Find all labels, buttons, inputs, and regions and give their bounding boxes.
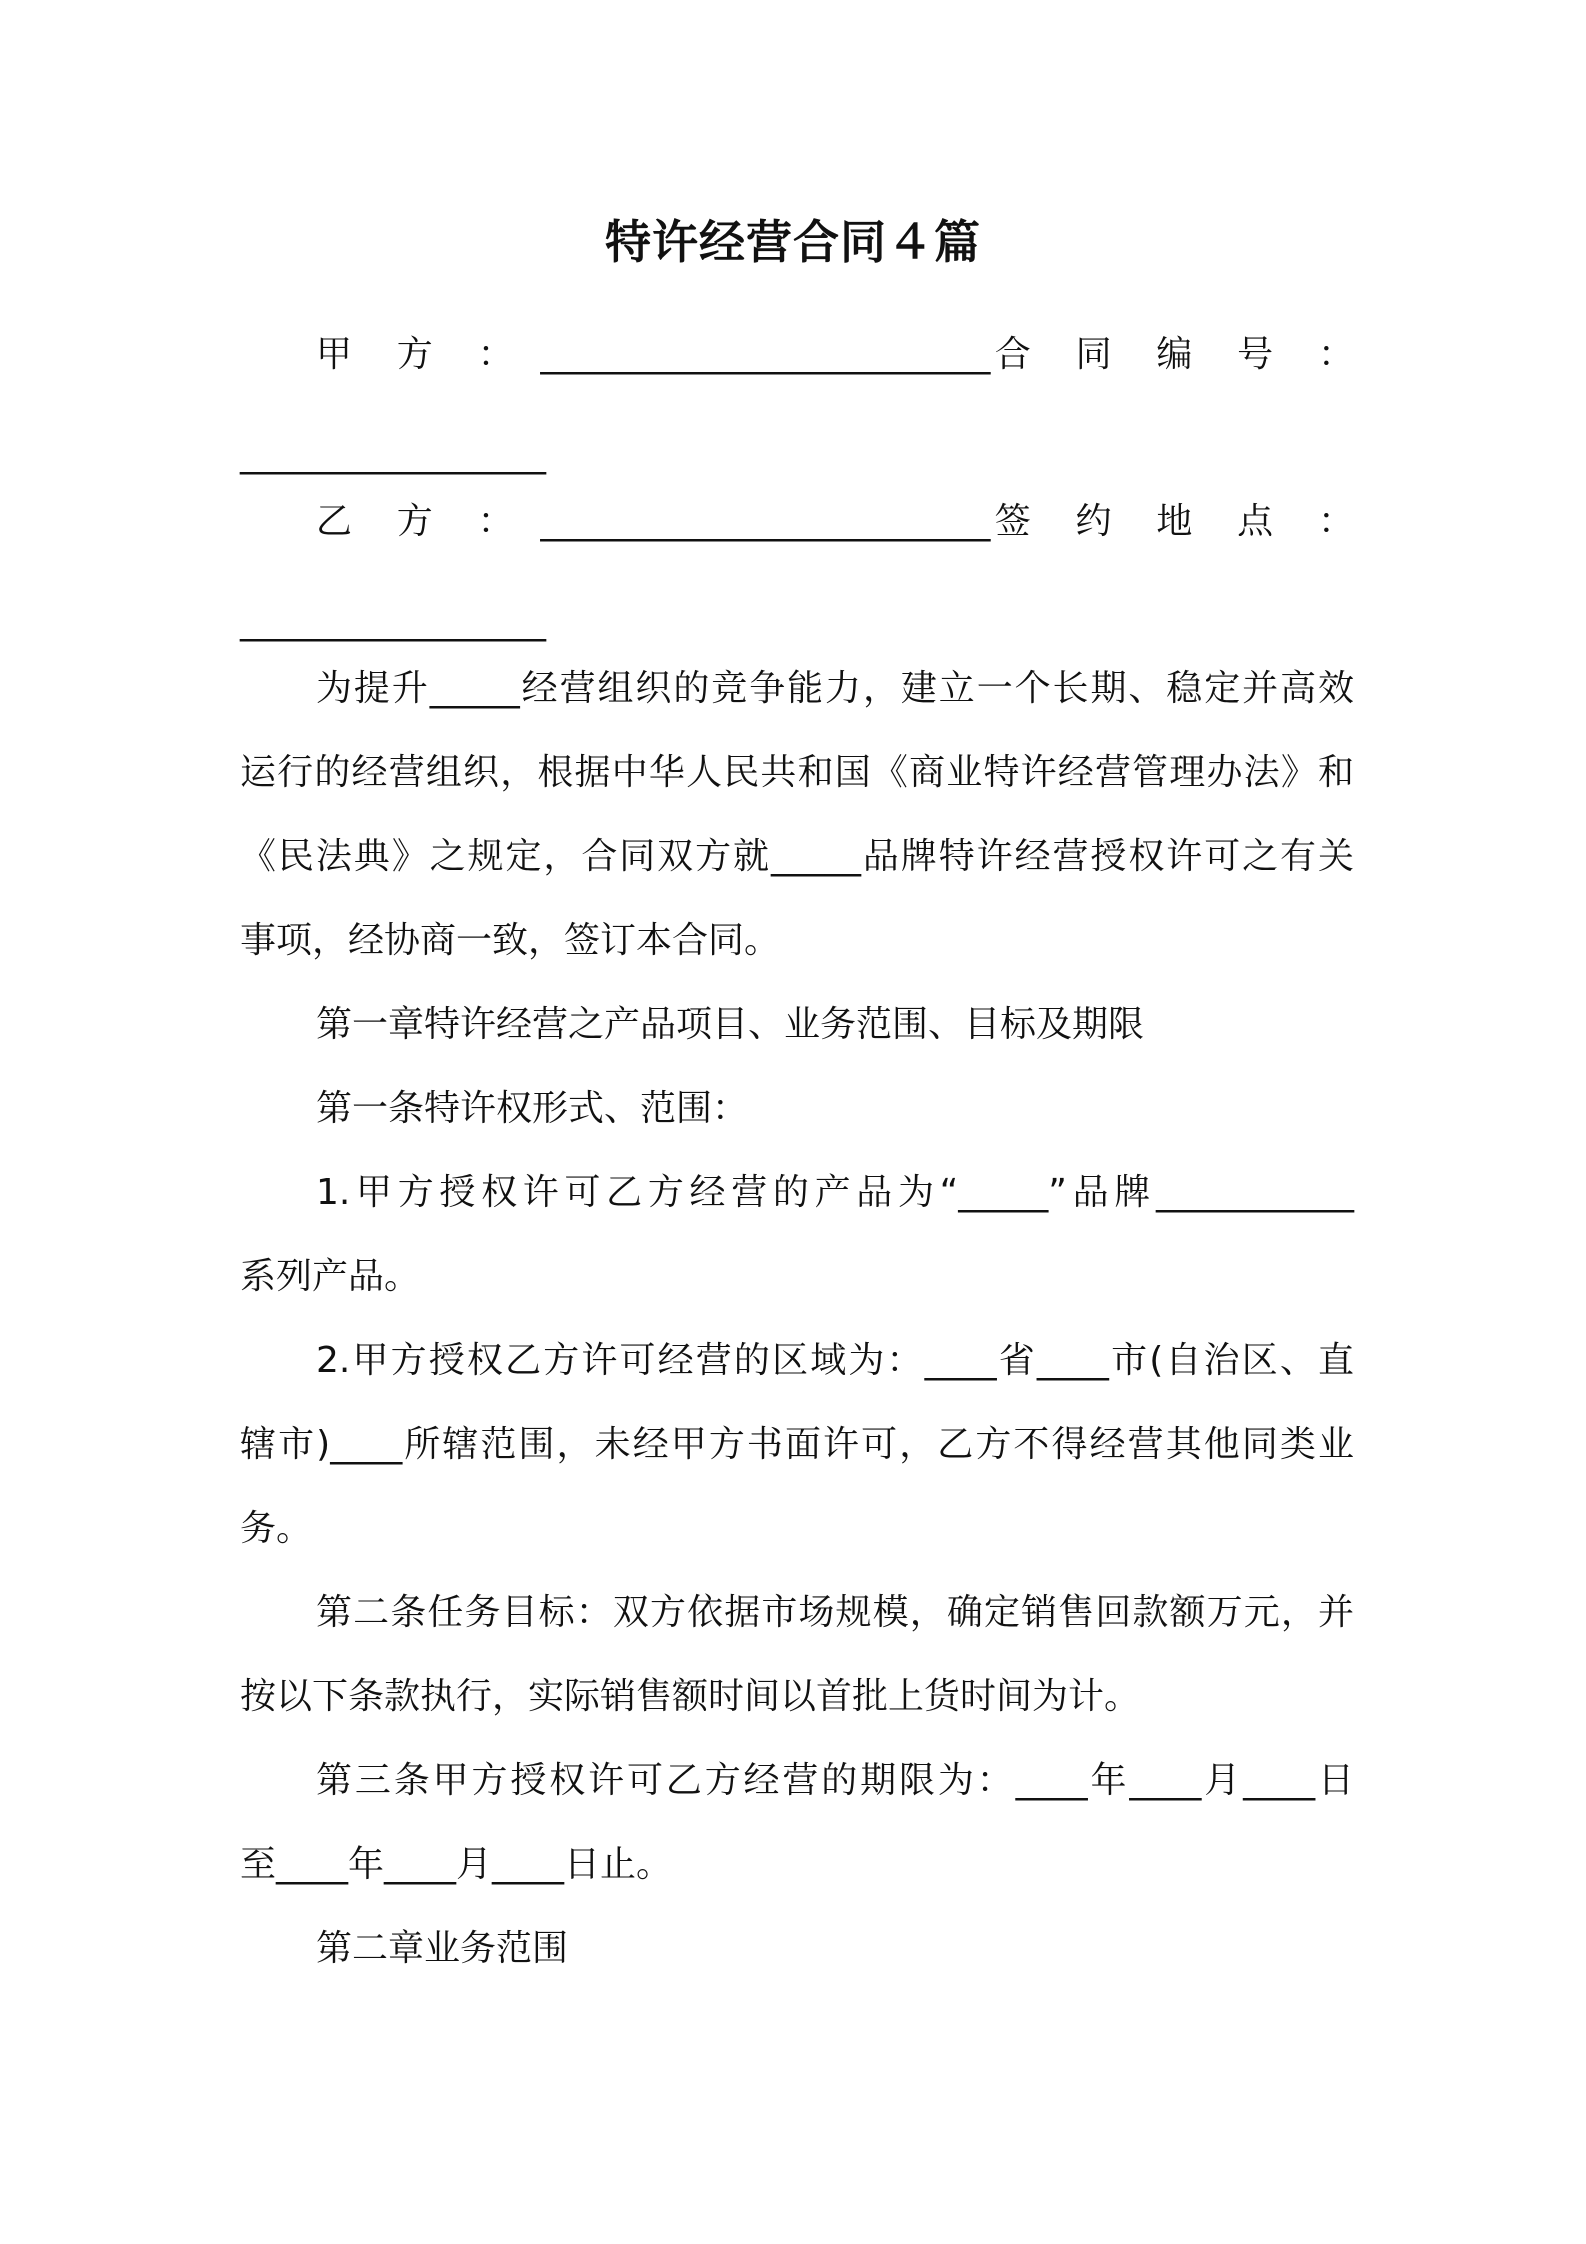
paragraph-line: 辖市)____所辖范围，未经甲方书面许可，乙方不得经营其他同类业 [240,1424,1354,1465]
contract-number-blank: _________________ [240,434,546,475]
paragraph-line: 为提升_____经营组织的竞争能力，建立一个长期、稳定并高效 [316,668,1354,709]
paragraph-line: 第二条任务目标：双方依据市场规模，确定销售回款额万元，并 [316,1592,1354,1633]
paragraph-line: 按以下条款执行，实际销售额时间以首批上货时间为计。 [240,1676,1141,1717]
paragraph-line: 运行的经营组织，根据中华人民共和国《商业特许经营管理办法》和 [240,752,1354,793]
paragraph-line: 第三条甲方授权许可乙方经营的期限为：____年____月____日 [316,1760,1354,1801]
document-title: 特许经营合同４篇 [605,215,981,269]
paragraph-line: 系列产品。 [240,1256,421,1297]
paragraph-line: 事项，经协商一致，签订本合同。 [240,920,781,961]
paragraph-line: 2.甲方授权乙方许可经营的区域为：____省____市(自治区、直 [316,1340,1354,1381]
paragraph-line: 至____年____月____日止。 [240,1844,673,1885]
signing-place-blank: _________________ [240,601,546,642]
paragraph-line: 1.甲方授权许可乙方经营的产品为“_____”品牌___________ [316,1172,1354,1213]
article-heading: 第一条特许权形式、范围： [316,1088,749,1129]
chapter-heading: 第二章业务范围 [316,1928,569,1969]
paragraph-line: 务。 [240,1508,313,1549]
party-b-line: 乙 方 ： _________________________签 约 地 点 ： [316,501,1354,542]
paragraph-line: 《民法典》之规定，合同双方就_____品牌特许经营授权许可之有关 [240,836,1354,877]
party-a-line: 甲 方 ： _________________________合 同 编 号 ： [316,334,1354,375]
chapter-heading: 第一章特许经营之产品项目、业务范围、目标及期限 [316,1004,1145,1045]
